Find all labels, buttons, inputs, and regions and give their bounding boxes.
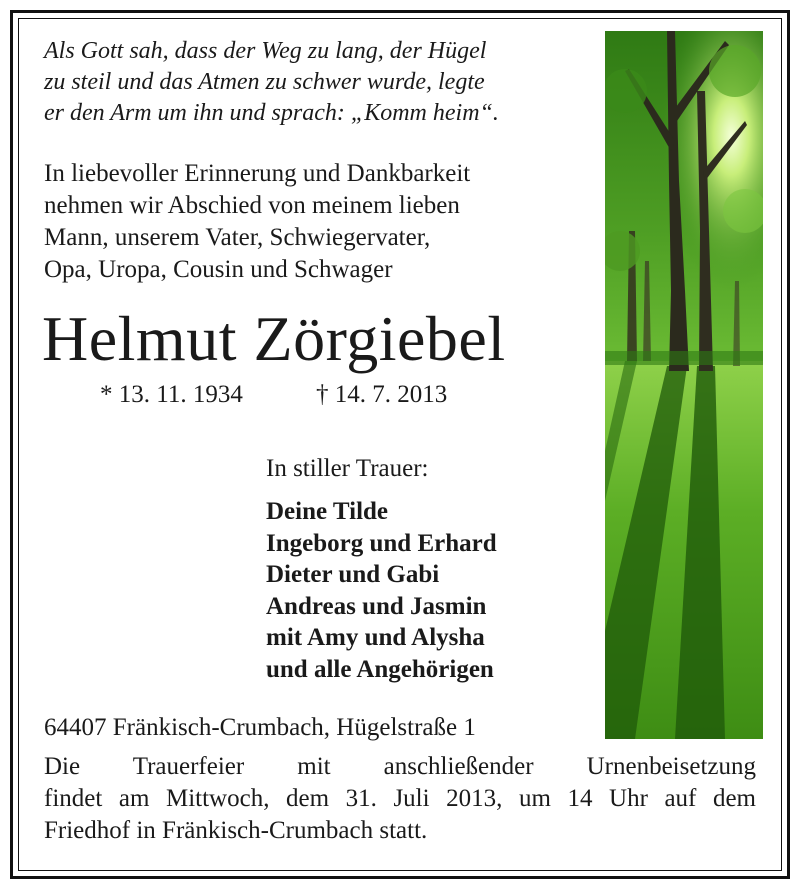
mourner-name: Deine Tilde [266, 498, 389, 525]
intro-line: In liebevoller Erinnerung und Dankbarkeit [44, 160, 471, 187]
service-line: Die Trauerfeier mit anschließender Urnenbeisetzung [44, 753, 756, 780]
quote-line: er den Arm um ihn und sprach: „Komm heim“. [44, 100, 499, 126]
deceased-name: Helmut Zörgiebel [42, 303, 506, 374]
funeral-service-info [44, 751, 756, 847]
mourner-name: Ingeborg und Erhard [266, 529, 497, 557]
mourner-name: Andreas und Jasmin [266, 592, 487, 620]
mourner-name: und alle Angehörigen [266, 655, 494, 683]
birth-date: * 13. 11. 1934 [100, 381, 243, 408]
forest-sunlight-image [605, 31, 763, 739]
poem-quote [44, 36, 594, 129]
mourners-list [266, 496, 497, 685]
death-date: † 14. 7. 2013 [316, 381, 448, 408]
mourner-name: Dieter und Gabi [266, 561, 440, 588]
quote-line: zu steil und das Atmen zu schwer wurde, legte [44, 69, 485, 95]
intro-text [44, 158, 594, 286]
intro-line: Opa, Uropa, Cousin und Schwager [44, 256, 393, 283]
intro-line: Mann, unserem Vater, Schwiegervater, [44, 224, 431, 251]
intro-line: nehmen wir Abschied von meinem lieben [44, 192, 460, 219]
service-line: findet am Mittwoch, dem 31. Juli 2013, um 14 Uhr auf dem [44, 785, 756, 812]
mourning-label: In stiller Trauer: [266, 455, 429, 482]
family-address: 64407 Fränkisch-Crumbach, Hügelstraße 1 [44, 714, 476, 741]
mourner-name: mit Amy und Alysha [266, 624, 485, 651]
quote-line: Als Gott sah, dass der Weg zu lang, der Hügel [44, 38, 487, 64]
service-line: Friedhof in Fränkisch-Crumbach statt. [44, 817, 428, 844]
